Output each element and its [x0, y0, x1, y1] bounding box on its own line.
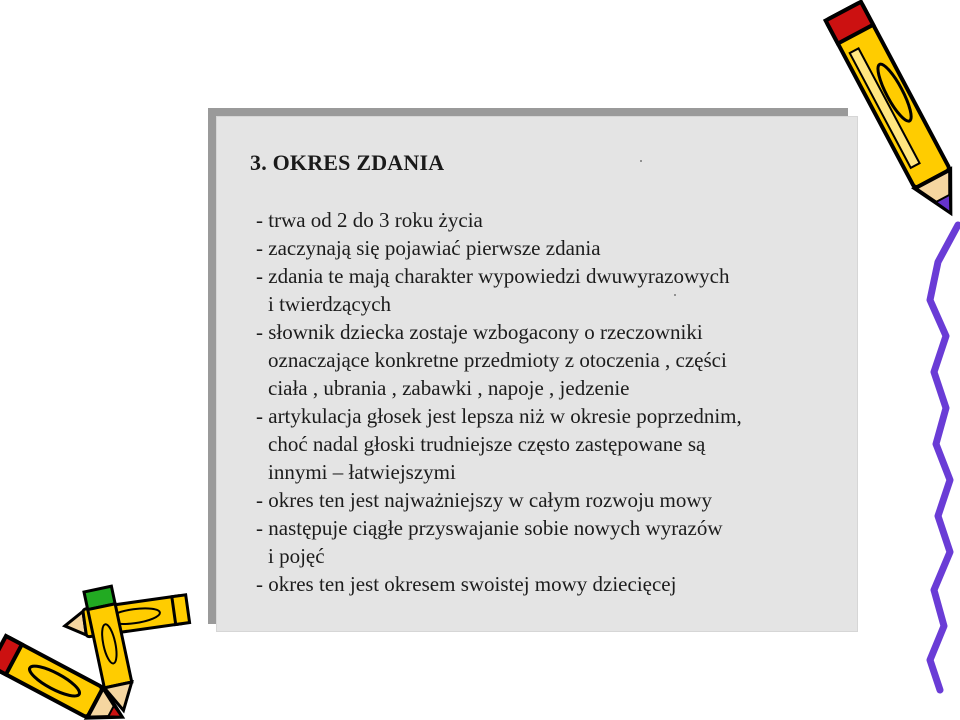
slide-title: 3. OKRES ZDANIA [250, 150, 445, 175]
bullet-continuation: i pojęć [268, 544, 325, 568]
squiggle-line [930, 225, 958, 690]
bullet-item: - następuje ciągłe przyswajanie sobie nowych wyrazów [256, 516, 723, 540]
bullet-continuation: innymi – łatwiejszymi [268, 460, 456, 484]
bullet-continuation: oznaczające konkretne przedmioty z otoczenia , części [268, 348, 727, 372]
bullet-item: - trwa od 2 do 3 roku życia [256, 208, 483, 232]
bullet-item: - okres ten jest okresem swoistej mowy dziecięcej [256, 572, 677, 596]
pencil-icon [63, 595, 190, 640]
bullet-item: - artykulacja głosek jest lepsza niż w okresie poprzednim, [256, 404, 742, 428]
bullet-continuation: ciała , ubrania , zabawki , napoje , jedzenie [268, 376, 630, 400]
bullet-continuation: i twierdzących [268, 292, 392, 316]
bullet-item: - zaczynają się pojawiać pierwsze zdania [256, 236, 601, 260]
bullet-item: - okres ten jest najważniejszy w całym rozwoju mowy [256, 488, 713, 512]
pencil-icon [826, 2, 960, 222]
bullet-item: - słownik dziecka zostaje wzbogacony o rzeczowniki [256, 320, 703, 344]
bullet-item: - zdania te mają charakter wypowiedzi dwuwyrazowych [256, 264, 730, 288]
bullet-continuation: choć nadal głoski trudniejsze często zastępowane są [268, 432, 706, 456]
